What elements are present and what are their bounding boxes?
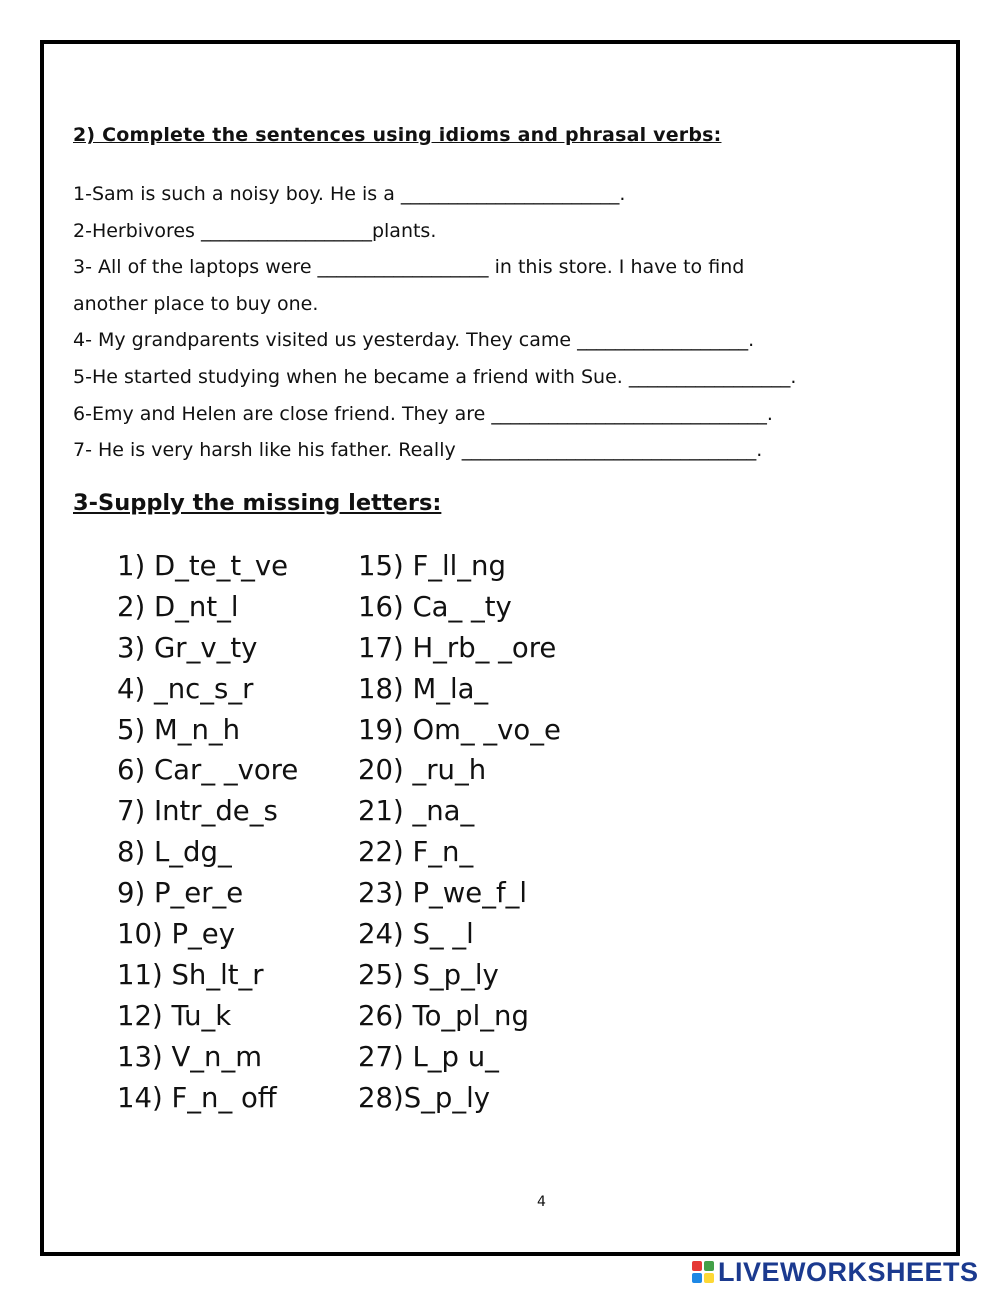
page-number: 4 <box>537 1194 546 1210</box>
word-item: 4) _nc_s_r <box>117 672 254 705</box>
word-item: 24) S_ _l <box>358 918 474 951</box>
sentence-3: 3- All of the laptops were __________________ in this store. I have to find <box>73 256 745 279</box>
word-item: 5) M_n_h <box>117 713 241 746</box>
word-item: 3) Gr_v_ty <box>117 631 258 664</box>
word-item: 28)S_p_ly <box>358 1081 491 1114</box>
word-item: 15) F_ll_ng <box>358 550 506 582</box>
sentence-5: 5-He started studying when he became a friend with Sue. _________________. <box>73 365 797 388</box>
logo-square <box>704 1261 714 1271</box>
brand-name: LIVEWORKSHEETS <box>718 1256 979 1287</box>
word-item: 10) P_ey <box>117 918 235 951</box>
logo-square <box>692 1273 702 1283</box>
word-column-1 <box>117 546 298 1118</box>
sentence-3-continued: another place to buy one. <box>73 292 319 315</box>
word-item: 22) F_n_ <box>358 836 474 869</box>
word-item: 9) P_er_e <box>117 877 244 910</box>
section-2-heading: 2) Complete the sentences using idioms and phrasal verbs: <box>73 124 722 146</box>
liveworksheets-brand[interactable] <box>692 1258 979 1286</box>
sentence-list <box>73 176 963 469</box>
word-item: 16) Ca_ _ty <box>358 590 512 623</box>
word-item: 12) Tu_k <box>117 999 232 1032</box>
word-item: 11) Sh_lt_r <box>117 958 264 991</box>
word-item: 21) _na_ <box>358 795 475 828</box>
word-item: 19) Om_ _vo_e <box>358 713 561 746</box>
sentence-2: 2-Herbivores __________________plants. <box>73 219 437 242</box>
word-item: 17) H_rb_ _ore <box>358 631 557 664</box>
sentence-1: 1-Sam is such a noisy boy. He is a _______________________. <box>73 183 626 205</box>
word-item: 6) Car_ _vore <box>117 754 299 787</box>
word-item: 25) S_p_ly <box>358 958 499 991</box>
sentence-4: 4- My grandparents visited us yesterday. They came __________________. <box>73 329 755 352</box>
word-item: 7) Intr_de_s <box>117 795 278 828</box>
word-item: 26) To_pl_ng <box>358 999 529 1032</box>
word-item: 2) D_nt_l <box>117 590 239 623</box>
word-item: 18) M_la_ <box>358 672 489 705</box>
liveworksheets-logo-icon <box>692 1261 714 1283</box>
word-item: 8) L_dg_ <box>117 836 232 869</box>
word-column-2 <box>358 546 561 1118</box>
word-item: 23) P_we_f_l <box>358 877 528 910</box>
word-item: 27) L_p u_ <box>358 1040 499 1073</box>
word-item: 13) V_n_m <box>117 1040 262 1073</box>
sentence-6: 6-Emy and Helen are close friend. They are _____________________________. <box>73 402 773 425</box>
word-item: 14) F_n_ off <box>117 1081 277 1114</box>
word-item: 20) _ru_h <box>358 754 487 787</box>
sentence-7: 7- He is very harsh like his father. Really _______________________________. <box>73 439 763 462</box>
logo-square <box>692 1261 702 1271</box>
logo-square <box>704 1273 714 1283</box>
word-item: 1) D_te_t_ve <box>117 550 289 582</box>
section-3-heading: 3-Supply the missing letters: <box>73 490 442 516</box>
